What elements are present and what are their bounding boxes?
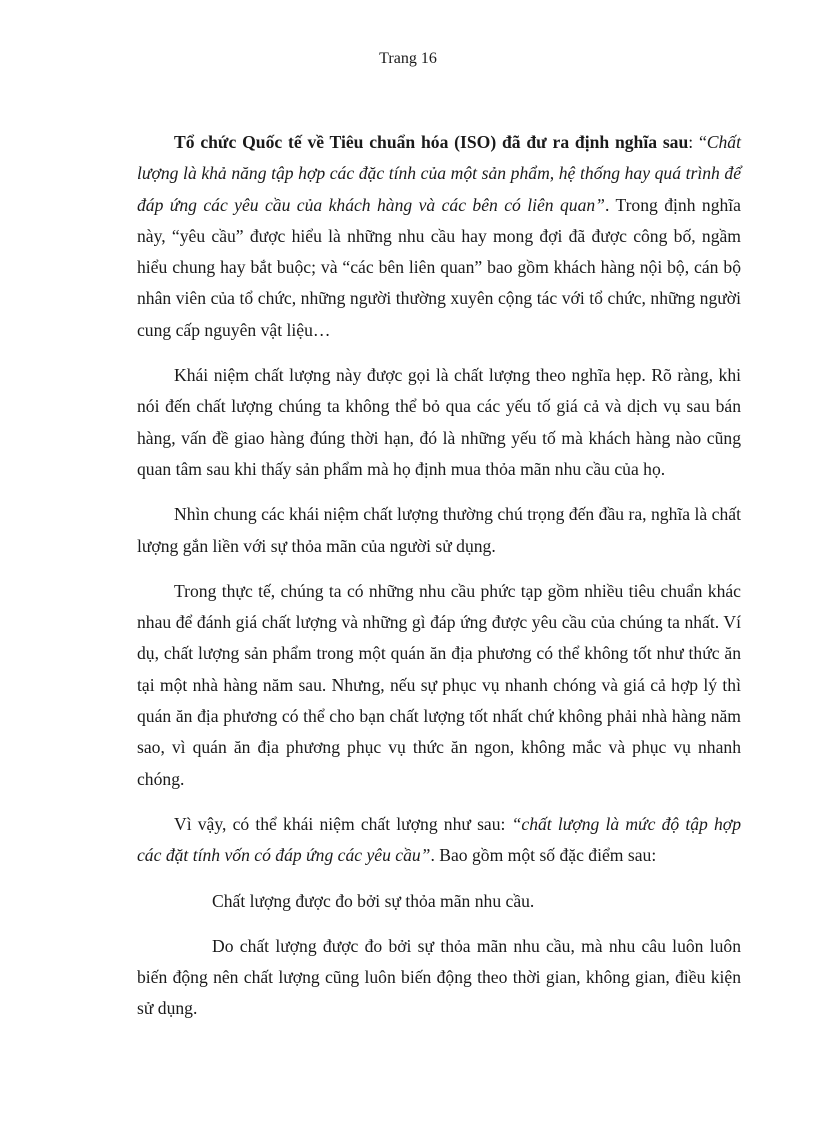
characteristic-item-1: Chất lượng được đo bởi sự thỏa mãn nhu cầu. [212,890,535,911]
paragraph-example: Trong thực tế, chúng ta có những nhu cầu phức tạp gồm nhiều tiêu chuẩn khác nhau để đánh giá chất lượng và những gì đáp ứng được yêu cầu của chúng ta nhất. Ví dụ, chất lượng sản phẩm trong một quán ăn địa phương có thể không tốt như thức ăn tại một nhà hàng năm sau. Nhưng, nếu sự phục vụ nhanh chóng và giá cả hợp lý thì quán ăn địa phương có thể cho bạn chất lượng tốt nhất chứ không phải nhà hàng năm sao, vì quán ăn địa phương phục vụ thức ăn ngon, không mắc và phục vụ nhanh chóng. [137,580,741,789]
characteristic-item-1-body: Do chất lượng được đo bởi sự thỏa mãn nhu cầu, mà nhu câu luôn luôn biến động nên chất lượng cũng luôn biến động theo thời gian, không gian, điều kiện sử dụng. [137,935,741,1019]
iso-definition-quote: Chất lượng là khả năng tập hợp các đặc tính của một sản phẩm, hệ thống hay quá trình để đáp ứng các yêu cầu của khách hàng và các bên có liên quan” [137,132,741,215]
document-body [137,127,741,1039]
paragraph-conclusion [137,809,741,872]
iso-explanation: . Trong định nghĩa này, “yêu cầu” được hiểu là những nhu cầu hay mong đợi đã được công bố, ngầm hiểu chung hay bắt buộc; và “các bên liên quan” bao gồm khách hàng nội bộ, cán bộ nhân viên của tổ chức, những người thường xuyên cộng tác với tổ chức, những người cung cấp nguyên vật liệu… [137,194,741,340]
paragraph-narrow-meaning: Khái niệm chất lượng này được gọi là chất lượng theo nghĩa hẹp. Rõ ràng, khi nói đến chất lượng chúng ta không thể bỏ qua các yếu tố giá cả và dịch vụ sau bán hàng, vấn đề giao hàng đúng thời hạn, đó là những yếu tố mà khách hàng nào cũng quan tâm sau khi thấy sản phẩm mà họ định mua thỏa mãn nhu cầu của họ. [137,365,741,479]
conclusion-lead: Vì vậy, có thể khái niệm chất lượng như sau: [174,813,512,834]
iso-lead-text: Tổ chức Quốc tế về Tiêu chuẩn hóa (ISO) đã đư ra định nghĩa sau [174,132,689,152]
paragraph-iso-definition [137,127,741,346]
conclusion-rest: . Bao gồm một số đặc điểm sau: [430,845,657,866]
iso-separator: : “ [688,132,707,152]
page-number-header: Trang 16 [379,50,437,67]
paragraph-output-focus: Nhìn chung các khái niệm chất lượng thường chú trọng đến đầu ra, nghĩa là chất lượng gắn liền với sự thỏa mãn của người sử dụng. [137,504,741,556]
conclusion-definition-quote: “chất lượng là mức độ tập hợp các đặt tính vốn có đáp ứng các yêu cầu” [137,813,741,866]
